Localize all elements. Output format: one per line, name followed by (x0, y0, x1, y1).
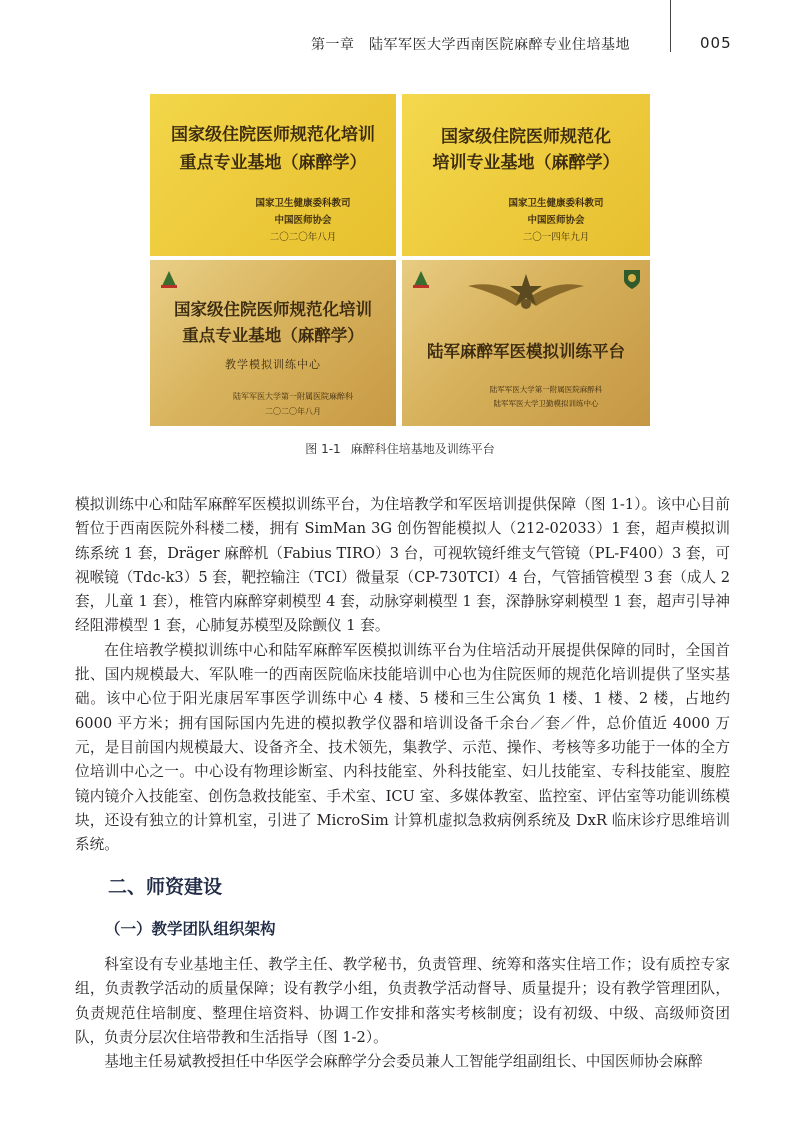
plaque-title-line1: 国家级住院医师规范化培训 (171, 125, 375, 145)
running-header-chapter-title: 第一章 陆军军医大学西南医院麻醉专业住培基地 (311, 37, 630, 53)
army-badge-icon (622, 268, 642, 290)
page-number: 005 (700, 34, 732, 52)
plaque-issuer1: 陆军军医大学第一附属医院麻醉科 (489, 385, 603, 394)
header-divider (670, 0, 671, 52)
plaque-issuer2: 中国医师协会 (274, 215, 332, 226)
figure-plaques-photo (150, 94, 650, 426)
plaque-national-key-base-2020 (150, 94, 396, 256)
paragraph-simulation-center-equipment: 模拟训练中心和陆军麻醉军医模拟训练平台，为住培教学和军医培训提供保障（图 1-1）。该中心目前暂位于西南医院外科楼二楼，拥有 SimMan 3G 创伤智能模拟人（212-02033）1 套，超声模拟训练系统 1 套，Dräger 麻醉机（Fabius TIRO）3 台，可视软镜纤维支气管镜（PL-F400）3 套，可视喉镜（Tdc-k3）5 套，靶控输注（TCI）微量泵（CP-730TCI）4 台，气管插管模型 3 套（成人 2 套，儿童 1 套），椎管内麻醉穿刺模型 4 套，动脉穿刺模型 1 套，深静脉穿刺模型 1 套，超声引导神经阻滞模型 1 套，心肺复苏模型及除颤仪 1 套。 (75, 496, 730, 635)
plaque-national-base-2014 (402, 94, 650, 256)
plaque-issuer2: 中国医师协会 (527, 215, 585, 226)
body-text-block-1 (75, 493, 730, 857)
university-emblem-icon (158, 268, 180, 290)
paragraph-clinical-skills-center: 在住培教学模拟训练中心和陆军麻醉军医模拟训练平台为住培活动开展提供保障的同时，全国首批、国内规模最大、军队唯一的西南医院临床技能培训中心也为住院医师的规范化培训提供了坚实基础。该中心位于阳光康居军事医学训练中心 4 楼、5 楼和三生公寓负 1 楼、1 楼、2 楼，占地约 6000 平方米；拥有国际国内先进的模拟教学仪器和培训设备千余台／套／件，总价值近 4000 万元，是目前国内规模最大、设备齐全、技术领先，集教学、示范、操作、考核等多功能于一体的全方位培训中心之一。中心设有物理诊断室、内科技能室、外科技能室、妇儿技能室、专科技能室、腹腔镜内镜介入技能室、创伤急救技能室、手术室、ICU 室、多媒体教室、监控室、评估室等功能训练模块，还设有独立的计算机室，引进了 MicroSim 计算机虚拟急救病例系统及 DxR 临床诊疗思维培训系统。 (75, 641, 730, 854)
university-emblem-icon (410, 268, 432, 290)
figure-caption-number: 图 1-1 (305, 442, 341, 456)
plaque-title-line2: 重点专业基地（麻醉学） (182, 326, 364, 345)
plaque-issuer1: 国家卫生健康委科教司 (255, 198, 351, 209)
plaque-date: 二〇二〇年八月 (265, 407, 321, 416)
plaque-subtitle: 教学模拟训练中心 (225, 358, 321, 371)
plaque-issuer1: 国家卫生健康委科教司 (508, 198, 604, 209)
figure-caption (0, 440, 800, 457)
plaque-title: 陆军麻醉军医模拟训练平台 (427, 342, 625, 361)
section-heading: 二、师资建设 (108, 876, 223, 898)
figure-caption-text: 麻醉科住培基地及训练平台 (350, 442, 495, 456)
plaque-army-anesthesia-training-platform (402, 260, 650, 426)
paragraph-team-structure: 科室设有专业基地主任、教学主任、教学秘书，负责管理、统筹和落实住培工作；设有质控专家组，负责教学活动的质量保障；设有教学小组，负责教学活动督导、质量提升；设有教学管理团队，负责规范住培制度、整理住培资料、协调工作安排和落实考核制度；设有初级、中级、高级师资团队，负责分层次住培带教和生活指导（图 1-2）。 (75, 956, 730, 1046)
plaque-issuer1: 陆军军医大学第一附属医院麻醉科 (233, 392, 353, 401)
wings-star-emblem-icon (466, 270, 586, 316)
plaque-title-line1: 国家级住院医师规范化培训 (174, 300, 372, 319)
plaque-date: 二〇二〇年八月 (269, 232, 337, 243)
plaque-title-line1: 国家级住院医师规范化 (441, 127, 611, 147)
subsection-heading: （一）教学团队组织架构 (105, 920, 276, 938)
plaque-title-line2: 培训专业基地（麻醉学） (432, 153, 620, 173)
plaque-date: 二〇一四年九月 (522, 232, 590, 243)
plaque-title-line2: 重点专业基地（麻醉学） (179, 153, 367, 173)
plaque-issuer2: 陆军军医大学卫勤模拟训练中心 (493, 399, 599, 408)
plaque-teaching-simulation-center (150, 260, 396, 426)
body-text-block-2 (75, 953, 730, 1074)
paragraph-base-director: 基地主任易斌教授担任中华医学会麻醉学分会委员兼人工智能学组副组长、中国医师协会麻醉 (104, 1053, 703, 1071)
